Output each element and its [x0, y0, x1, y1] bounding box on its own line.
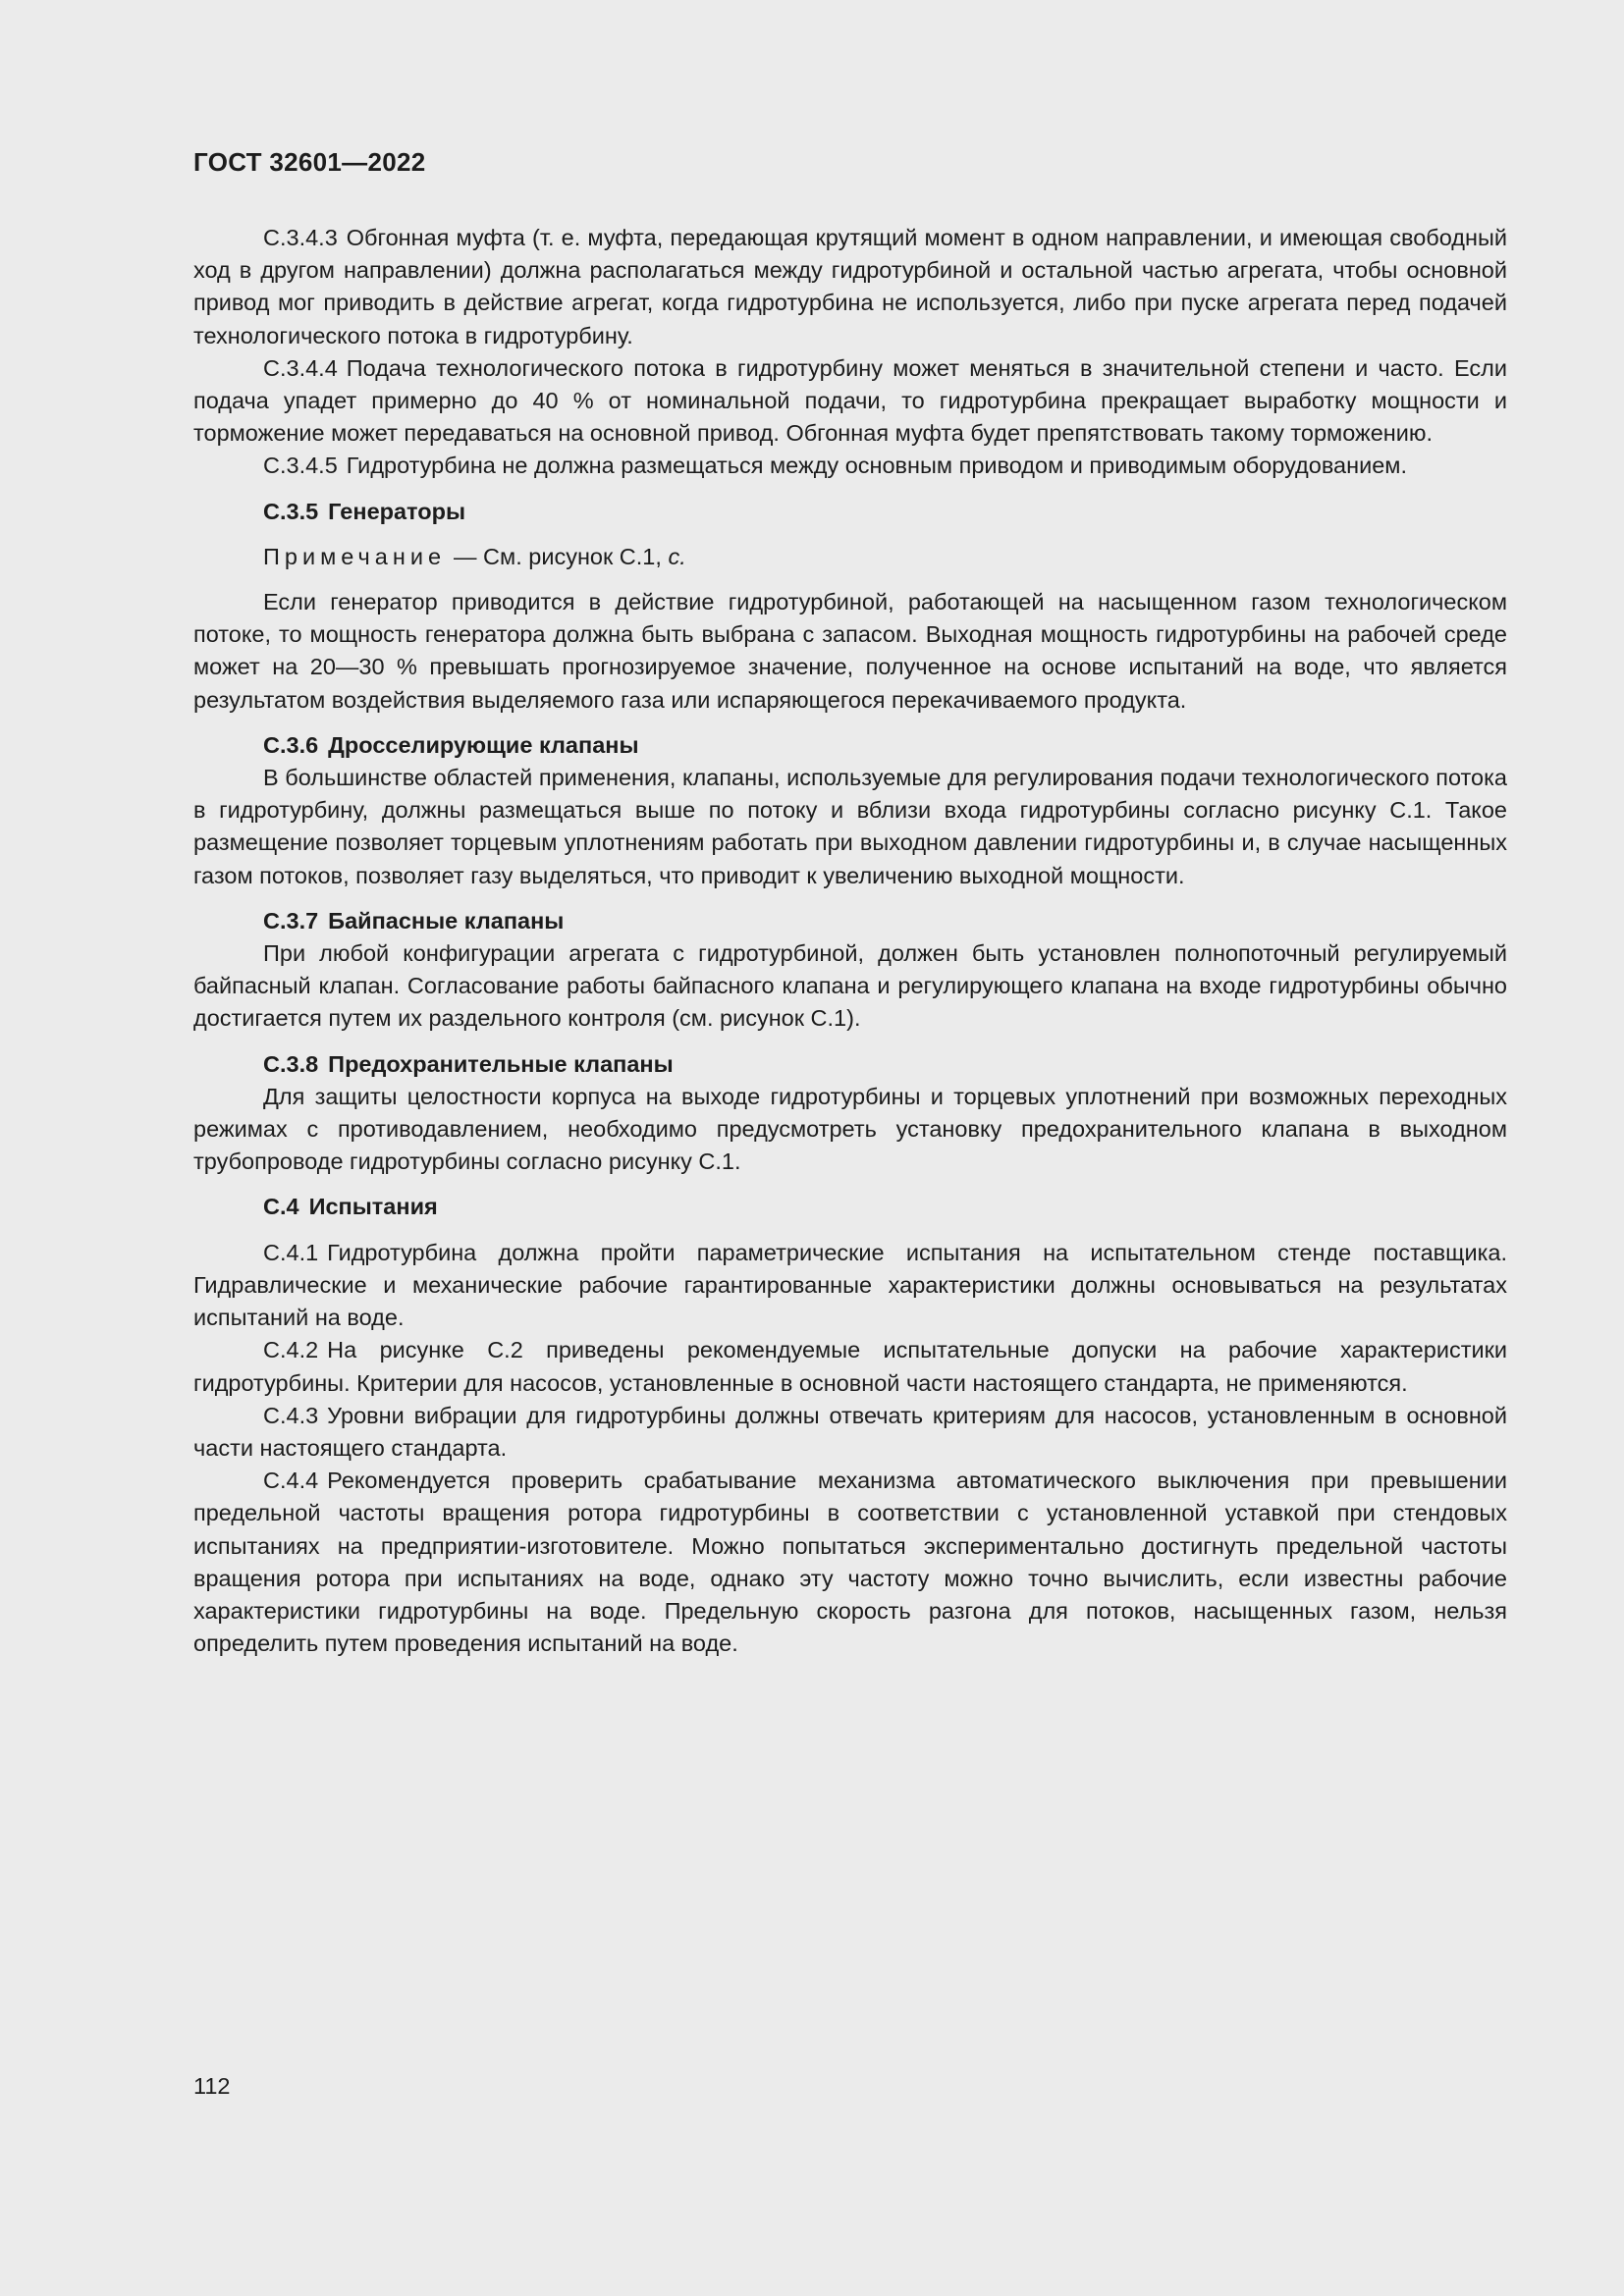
clause-c3-7-text [193, 937, 1507, 1036]
section-title: Генераторы [328, 498, 466, 524]
clause-c4-4 [193, 1465, 1507, 1660]
clause-c3-4-3 [193, 222, 1507, 352]
clause-text: Гидротурбина не должна размещаться между основным приводом и приводимым оборудованием. [346, 453, 1407, 479]
clause-c3-4-5 [193, 450, 1507, 482]
clause-c3-4-4 [193, 352, 1507, 451]
section-title: Дросселирующие клапаны [328, 731, 639, 758]
clause-text: При любой конфигурации агрегата с гидротурбиной, должен быть установлен полнопоточный регулируемый байпасный клапан. Согласование работы байпасного клапана и регулирующего клапана на входе гидротурбины обычно достигается путем их раздельного контроля (см. рисунок С.1). [193, 940, 1507, 1032]
clause-c4-3 [193, 1400, 1507, 1465]
clause-text: Обгонная муфта (т. е. муфта, передающая крутящий момент в одном направлении, и имеющая свободный ход в другом направлении) должна располагаться между гидротурбиной и остальной частью агрегата, чтобы основной привод мог приводить в действие агрегат, когда гидротурбина не используется, либо при пуске агрегата перед подачей технологического потока в гидротурбину. [193, 225, 1507, 348]
note-text: — См. рисунок С.1, [454, 543, 662, 569]
clause-text: Для защиты целостности корпуса на выходе гидротурбины и торцевых уплотнений при возможных переходных режимах с противодавлением, необходимо предусмотреть установку предохранительного клапана в выходном трубопроводе гидротурбины согласно рисунку С.1. [193, 1083, 1507, 1175]
clause-text: Уровни вибрации для гидротурбины должны отвечать критериям для насосов, установленным в основной части настоящего стандарта. [193, 1402, 1507, 1461]
clause-number: С.3.4.5 [263, 453, 338, 479]
clause-number: С.3.4.3 [263, 225, 338, 250]
section-heading-c4 [193, 1191, 1507, 1223]
clause-number: С.3.4.4 [263, 354, 338, 381]
section-heading-c3-5 [193, 496, 1507, 528]
clause-number: С.4.1 [263, 1239, 319, 1265]
clause-c3-6-text [193, 762, 1507, 892]
section-heading-c3-6 [193, 729, 1507, 762]
clause-text: Рекомендуется проверить срабатывание механизма автоматического выключения при превышении предельной частоты вращения ротора гидротурбины в соответствии с установленной уставкой при стендовых испытаниях на предприятии-изготовителе. Можно попытаться экспериментально достигнуть предельной частоты вращения ротора при испытаниях на воде, однако эту частоту можно точно вычислить, если известны рабочие характеристики гидротурбины на воде. Предельную скорость разгона для потоков, насыщенных газом, нельзя определить путем проведения испытаний на воде. [193, 1468, 1507, 1657]
section-title: Предохранительные клапаны [328, 1050, 674, 1077]
clause-c3-8-text [193, 1081, 1507, 1179]
section-title: Испытания [308, 1194, 438, 1220]
document-code-header: ГОСТ 32601—2022 [193, 147, 426, 177]
section-heading-c3-8 [193, 1048, 1507, 1081]
section-number: С.3.8 [263, 1050, 319, 1077]
clause-text: Если генератор приводится в действие гидротурбиной, работающей на насыщенном газом технологическом потоке, то мощность генератора должна быть выбрана с запасом. Выходная мощность гидротурбины на рабочей среде может на 20—30 % превышать прогнозируемое значение, полученное на основе испытаний на воде, что является результатом воздействия выделяемого газа или испаряющегося перекачиваемого продукта. [193, 589, 1507, 713]
note-c3-5 [193, 541, 1507, 573]
note-label: Примечание [263, 543, 447, 569]
clause-text: Подача технологического потока в гидротурбину может меняться в значительной степени и часто. Если подача упадет примерно до 40 % от номинальной подачи, то гидротурбина прекращает выработку мощности и торможение может передаваться на основной привод. Обгонная муфта будет препятствовать такому торможению. [193, 354, 1507, 447]
section-number: С.3.5 [263, 498, 319, 524]
section-heading-c3-7 [193, 905, 1507, 937]
clause-text: Гидротурбина должна пройти параметрические испытания на испытательном стенде поставщика. Гидравлические и механические рабочие гарантированные характеристики должны основываться на результатах испытаний на воде. [193, 1239, 1507, 1331]
clause-text: В большинстве областей применения, клапаны, используемые для регулирования подачи технологического потока в гидротурбину, должны размещаться выше по потоку и вблизи входа гидротурбины согласно рисунку С.1. Такое размещение позволяет торцевым уплотнениям работать при выходном давлении гидротурбины и, в случае насыщенных газом потоков, позволяет газу выделяться, что приводит к увеличению выходной мощности. [193, 765, 1507, 888]
clause-number: С.4.4 [263, 1468, 319, 1494]
clause-c3-5-text [193, 586, 1507, 717]
document-page [193, 0, 1507, 2296]
clause-number: С.4.3 [263, 1402, 319, 1428]
note-figure-ref: c. [668, 543, 686, 569]
section-number: С.3.6 [263, 731, 319, 758]
section-title: Байпасные клапаны [328, 907, 565, 934]
clause-c4-2 [193, 1334, 1507, 1399]
page-number: 112 [193, 2073, 231, 2099]
section-number: С.4 [263, 1194, 299, 1220]
clause-number: С.4.2 [263, 1337, 319, 1363]
section-number: С.3.7 [263, 907, 319, 934]
clause-c4-1 [193, 1237, 1507, 1335]
document-body [193, 222, 1507, 1660]
clause-text: На рисунке С.2 приведены рекомендуемые испытательные допуски на рабочие характеристики гидротурбины. Критерии для насосов, установленные в основной части настоящего стандарта, не применяются. [193, 1337, 1507, 1396]
